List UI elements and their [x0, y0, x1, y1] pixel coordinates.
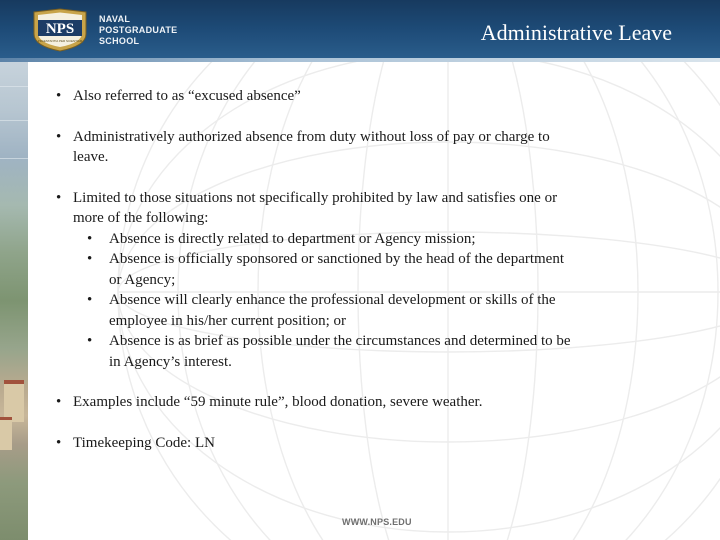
- sub-bullet-text-line: employee in his/her current position; or: [109, 312, 347, 329]
- school-name-line: NAVAL: [99, 14, 131, 24]
- sub-bullet-dot: •: [87, 333, 93, 349]
- sub-bullet-item: [56, 331, 646, 372]
- bullet-dot: •: [56, 189, 62, 206]
- bullet-dot: •: [56, 394, 62, 410]
- sub-bullet-item: [56, 290, 646, 331]
- slide-content: [56, 86, 646, 453]
- logo-text: NPS: [45, 21, 75, 37]
- bullet-text: Examples include “59 minute rule”, blood donation, severe weather.: [73, 394, 483, 410]
- sub-bullet-dot: •: [87, 251, 93, 267]
- bullet-dot: •: [56, 128, 62, 145]
- logo-motto: PRAESTANTIA PER SCIENTIAM: [37, 39, 83, 43]
- bullet-item: [56, 392, 646, 413]
- sub-bullet-text-line: in Agency’s interest.: [109, 353, 232, 370]
- bullet-item: [56, 86, 646, 107]
- sub-bullet-text-line: Absence will clearly enhance the professional development or skills of the: [109, 292, 556, 308]
- school-name-line: POSTGRADUATE: [99, 25, 178, 35]
- sub-bullet-text-line: Absence is directly related to department or Agency mission;: [109, 230, 476, 247]
- bullet-text-line: more of the following:: [73, 210, 209, 226]
- slide-title: Administrative Leave: [480, 20, 672, 45]
- nps-logo: [30, 8, 90, 52]
- sub-bullet-dot: •: [87, 230, 93, 247]
- bullet-text-line: leave.: [73, 149, 109, 165]
- sub-bullet-text-line: or Agency;: [109, 271, 176, 288]
- bullet-item: [56, 127, 646, 168]
- bullet-item: [56, 188, 646, 229]
- bullet-text-line: Administratively authorized absence from duty without loss of pay or charge to: [73, 128, 550, 145]
- school-name-line: SCHOOL: [99, 36, 140, 46]
- sub-bullet-text-line: Absence is officially sponsored or sanctioned by the head of the department: [109, 251, 565, 267]
- sub-bullet-dot: •: [87, 292, 93, 308]
- sub-bullet-item: [56, 249, 646, 290]
- bullet-dot: •: [56, 88, 62, 104]
- bullet-item: [56, 433, 646, 454]
- campus-photo-strip: [0, 62, 28, 540]
- footer-url: WWW.NPS.EDU: [342, 517, 412, 527]
- school-name: [99, 14, 177, 47]
- sub-bullet-text-line: Absence is as brief as possible under the circumstances and determined to be: [109, 333, 571, 349]
- bullet-text: Also referred to as “excused absence”: [73, 88, 301, 104]
- sub-bullet-item: [56, 229, 646, 250]
- bullet-dot: •: [56, 434, 62, 451]
- bullet-text-line: Limited to those situations not specifically prohibited by law and satisfies one or: [73, 189, 558, 206]
- bullet-text: Timekeeping Code: LN: [73, 434, 215, 451]
